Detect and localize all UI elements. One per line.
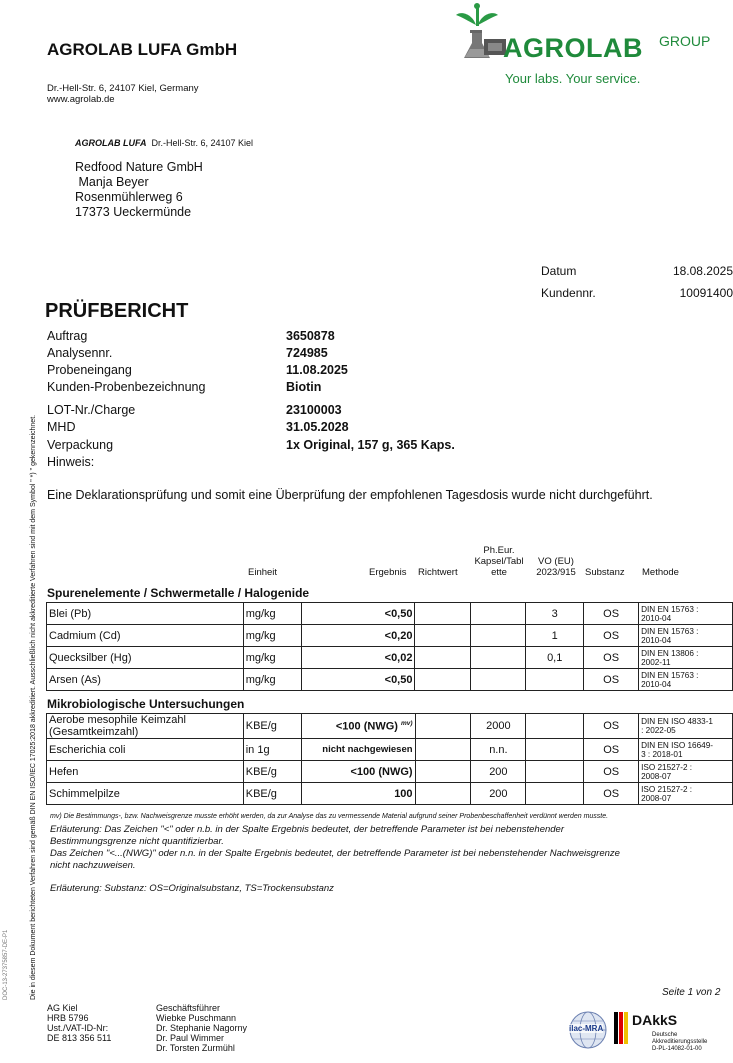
info-value: 11.08.2025 [286, 363, 348, 377]
footnote-mv: mv) Die Bestimmungs-, bzw. Nachweisgrenze musste erhöht werden, da zur Analyse das zu vermessende Material aufgrund seiner Probenbeschaffenheit verdünnt werden musste. [50, 813, 609, 820]
plant-flask-icon [450, 3, 510, 63]
result-cell: <0,50 [301, 669, 415, 691]
address-line: Dr.-Hell-Str. 6, 24107 Kiel, Germany [47, 83, 199, 94]
method-line: DIN EN 15763 : [641, 626, 699, 636]
footer-line: Dr. Stephanie Nagorny [156, 1023, 248, 1033]
richtwert-cell [415, 625, 471, 647]
param-line: (Gesamtkeimzahl) [49, 726, 139, 738]
col-methode: Methode [642, 567, 679, 578]
logo-wordmark: AGROLAB [503, 33, 643, 63]
info-value: 3650878 [286, 329, 335, 343]
result-value: <100 (NWG) [335, 720, 398, 733]
unit-cell: KBE/g [243, 714, 301, 739]
datum-value: 18.08.2025 [672, 264, 733, 278]
info-label: MHD [47, 420, 76, 434]
dakks-subtext [652, 1032, 707, 1053]
dakks-label: DAkkS [632, 1012, 678, 1028]
datum-label: Datum [541, 264, 577, 278]
col-pheur-line: Ph.Eur. [483, 545, 515, 556]
dakks-sub-line: D-PL-14082-01-00 [652, 1046, 702, 1052]
unit-cell: KBE/g [243, 761, 301, 783]
page-number: Seite 1 von 2 [662, 987, 721, 998]
method-line: 2008-07 [641, 771, 672, 781]
param-line: Aerobe mesophile Keimzahl [49, 714, 186, 726]
unit-cell: in 1g [243, 739, 301, 761]
table-row [47, 625, 733, 647]
table-row [47, 669, 733, 691]
method-line: DIN EN ISO 4833-1 [641, 717, 713, 726]
info-label: Hinweis: [47, 455, 95, 469]
pheur-cell [471, 625, 526, 647]
substanz-cell: OS [584, 714, 639, 739]
footer-management [156, 1003, 247, 1053]
ilac-mra-logo [568, 1010, 608, 1050]
footer-line: AG Kiel [47, 1003, 78, 1013]
method-cell [639, 739, 733, 761]
method-line: 2010-04 [641, 679, 672, 689]
substanz-explanation: Erläuterung: Substanz: OS=Originalsubstanz, TS=Trockensubstanz [50, 883, 334, 894]
col-vo [529, 556, 583, 578]
col-substanz: Substanz [585, 567, 625, 578]
pheur-cell: 2000 [471, 714, 526, 739]
substanz-cell: OS [584, 669, 639, 691]
pheur-cell [471, 669, 526, 691]
richtwert-cell [415, 739, 471, 761]
info-value: 724985 [286, 346, 328, 360]
col-pheur-line: Kapsel/Tabl [474, 556, 524, 567]
info-label: Auftrag [47, 329, 88, 343]
col-pheur [469, 545, 529, 578]
unit-cell: mg/kg [243, 603, 301, 625]
table-row [47, 603, 733, 625]
vo-cell: 3 [526, 603, 584, 625]
col-einheit: Einheit [248, 567, 278, 578]
table-row [47, 647, 733, 669]
footnote-marker: mv) [400, 719, 413, 727]
recipient-line: Redfood Nature GmbH [75, 160, 203, 174]
table-row [47, 714, 733, 739]
method-cell [639, 761, 733, 783]
method-line: ISO 21527-2 : [641, 762, 693, 772]
pheur-cell [471, 603, 526, 625]
method-cell [639, 603, 733, 625]
section-title: Mikrobiologische Untersuchungen [47, 697, 245, 711]
richtwert-cell [415, 669, 471, 691]
unit-cell: mg/kg [243, 625, 301, 647]
sender-name: AGROLAB LUFA [75, 138, 147, 148]
unit-cell: mg/kg [243, 669, 301, 691]
accreditation-side-note: Die in diesem Dokument berichteten Verfahren sind gemäß DIN EN ISO/IEC 17025:2018 akkreditiert. Ausschließlich nicht akkreditierte Verfahren sind mit dem Symbol " *) " gekennzeichnet. [30, 414, 37, 1000]
declaration-note: Eine Deklarationsprüfung und somit eine Überprüfung der empfohlenen Tagesdosis wurde nicht durchgeführt. [47, 488, 653, 502]
kundennr-value: 10091400 [679, 286, 733, 300]
section-title: Spurenelemente / Schwermetalle / Halogenide [47, 586, 310, 600]
substanz-cell: OS [584, 739, 639, 761]
info-label: Kunden-Probenbezeichnung [47, 380, 206, 394]
report-title: PRÜFBERICHT [45, 300, 189, 322]
method-line: 2010-04 [641, 613, 672, 623]
col-vo-line: VO (EU) [538, 556, 574, 567]
result-cell [301, 714, 415, 739]
result-cell: <0,02 [301, 647, 415, 669]
table-row [47, 783, 733, 805]
results-table-micro [46, 713, 733, 805]
sender-address: Dr.-Hell-Str. 6, 24107 Kiel [151, 138, 254, 148]
method-line: DIN EN 13806 : [641, 648, 699, 658]
substanz-cell: OS [584, 625, 639, 647]
param-cell: Cadmium (Cd) [47, 625, 244, 647]
param-cell: Blei (Pb) [47, 603, 244, 625]
richtwert-cell [415, 603, 471, 625]
vo-cell [526, 739, 584, 761]
method-cell [639, 783, 733, 805]
pheur-cell: n.n. [471, 739, 526, 761]
method-line: DIN EN ISO 16649- [641, 740, 713, 750]
explanation-line: Erläuterung: Das Zeichen "<" oder n.b. in der Spalte Ergebnis bedeutet, der betreffende Parameter ist bei nebenstehender [50, 824, 564, 835]
method-line: ISO 21527-2 : [641, 784, 693, 794]
explanation-line: Das Zeichen "<...(NWG)" oder n.n. in der Spalte Ergebnis bedeutet, der betreffende Parameter ist bei nebenstehender Nachweisgrenze [50, 848, 620, 859]
dakks-logo [614, 1008, 714, 1058]
dakks-sub-line: Deutsche [652, 1032, 678, 1038]
param-cell: Escherichia coli [47, 739, 244, 761]
vo-cell [526, 669, 584, 691]
table-row [47, 761, 733, 783]
footer-line: Ust./VAT-ID-Nr: [47, 1023, 109, 1033]
info-value: 23100003 [286, 403, 342, 417]
explanation-line: nicht nachzuweisen. [50, 860, 136, 871]
param-cell: Hefen [47, 761, 244, 783]
info-value: 31.05.2028 [286, 420, 349, 434]
vo-cell: 0,1 [526, 647, 584, 669]
company-address [47, 83, 199, 105]
footer-line: Dr. Paul Wimmer [156, 1033, 225, 1043]
footer-line: Dr. Torsten Zurmühl [156, 1043, 235, 1053]
result-cell: <0,50 [301, 603, 415, 625]
logo-group: GROUP [659, 33, 711, 49]
results-table-metals [46, 602, 733, 691]
pheur-cell: 200 [471, 761, 526, 783]
recipient-line: Rosenmühlerweg 6 [75, 190, 183, 204]
richtwert-cell [415, 761, 471, 783]
info-label: Probeneingang [47, 363, 132, 377]
method-cell [639, 647, 733, 669]
method-line: DIN EN 15763 : [641, 670, 699, 680]
footer-line: HRB 5796 [47, 1013, 89, 1023]
explanation-block [50, 824, 620, 872]
unit-cell: mg/kg [243, 647, 301, 669]
info-label: Verpackung [47, 438, 114, 452]
info-label: Analysennr. [47, 346, 113, 360]
method-line: 2010-04 [641, 635, 672, 645]
col-pheur-line: ette [491, 567, 507, 578]
info-label: LOT-Nr./Charge [47, 403, 136, 417]
info-value: Biotin [286, 380, 322, 394]
method-line: DIN EN 15763 : [641, 604, 699, 614]
unit-cell: KBE/g [243, 783, 301, 805]
substanz-cell: OS [584, 761, 639, 783]
method-line: 2002-11 [641, 657, 671, 667]
vo-cell [526, 783, 584, 805]
method-line: : 2022-05 [641, 726, 676, 735]
substanz-cell: OS [584, 647, 639, 669]
ilac-label: ilac-MRA [569, 1024, 604, 1033]
param-cell: Arsen (As) [47, 669, 244, 691]
info-value: 1x Original, 157 g, 365 Kaps. [286, 438, 455, 452]
richtwert-cell [415, 783, 471, 805]
recipient-line: Manja Beyer [75, 175, 149, 189]
param-cell: Quecksilber (Hg) [47, 647, 244, 669]
table-row [47, 739, 733, 761]
param-cell [47, 714, 244, 739]
method-line: 3 : 2018-01 [641, 749, 683, 759]
col-ergebnis: Ergebnis [369, 567, 407, 578]
method-cell [639, 714, 733, 739]
footer-line: Geschäftsführer [156, 1003, 221, 1013]
col-vo-line: 2023/915 [536, 567, 576, 578]
recipient-address [75, 160, 203, 220]
agrolab-logo [446, 3, 728, 93]
vo-cell [526, 714, 584, 739]
param-cell: Schimmelpilze [47, 783, 244, 805]
footer-registry [47, 1003, 111, 1043]
method-cell [639, 669, 733, 691]
result-cell: 100 [301, 783, 415, 805]
website-link[interactable]: www.agrolab.de [47, 94, 115, 105]
dakks-sub-line: Akkreditierungsstelle [652, 1039, 708, 1045]
dakks-flag-icon [614, 1012, 628, 1044]
explanation-line: Bestimmungsgrenze nicht quantifizierbar. [50, 836, 224, 847]
method-cell [639, 625, 733, 647]
footer-line: Wiebke Puschmann [156, 1013, 237, 1023]
document-id: DOC-13-27375857-DE-P1 [3, 929, 9, 1000]
method-line: 2008-07 [641, 793, 672, 803]
vo-cell: 1 [526, 625, 584, 647]
pheur-cell [471, 647, 526, 669]
richtwert-cell [415, 714, 471, 739]
kundennr-label: Kundennr. [541, 286, 596, 300]
richtwert-cell [415, 647, 471, 669]
pheur-cell: 200 [471, 783, 526, 805]
substanz-cell: OS [584, 783, 639, 805]
col-richtwert: Richtwert [418, 567, 458, 578]
result-cell: <0,20 [301, 625, 415, 647]
footer-line: DE 813 356 511 [47, 1033, 112, 1043]
sender-line [75, 138, 253, 148]
result-cell: <100 (NWG) [301, 761, 415, 783]
result-cell: nicht nachgewiesen [301, 739, 415, 761]
vo-cell [526, 761, 584, 783]
recipient-line: 17373 Ueckermünde [75, 205, 192, 219]
substanz-cell: OS [584, 603, 639, 625]
logo-tagline: Your labs. Your service. [505, 71, 641, 86]
company-name: AGROLAB LUFA GmbH [47, 40, 238, 59]
